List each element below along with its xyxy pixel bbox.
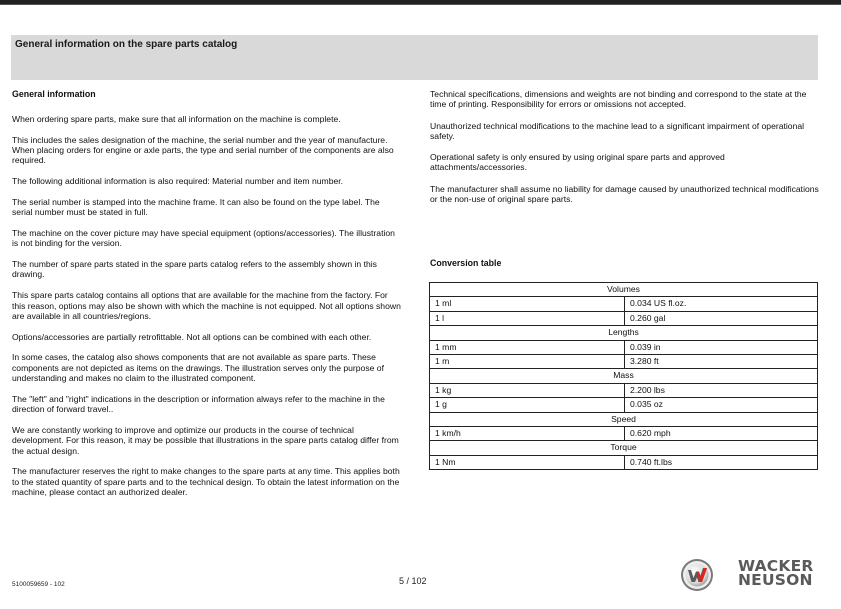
- paragraph: Unauthorized technical modifications to the machine lead to a significant impairment of operational safety.: [430, 120, 805, 141]
- logo-line-2: NEUSON: [738, 571, 813, 589]
- metric-unit-cell: 1 mm: [430, 340, 625, 354]
- imperial-unit-cell: 0.740 ft.lbs: [625, 455, 818, 469]
- conversion-row: [430, 297, 818, 311]
- paragraph: When ordering spare parts, make sure that all information on the machine is complete.: [12, 114, 341, 124]
- imperial-unit-cell: 0.035 oz: [625, 398, 818, 412]
- conversion-group-row: [430, 283, 818, 297]
- conversion-table-heading: Conversion table: [430, 258, 502, 268]
- conversion-group-label: Mass: [430, 369, 818, 383]
- paragraph: This spare parts catalog contains all options that are available for the machine from the factory. For this reason, options may also be shown with which the machine is not equipped. Not all options shown are available in all countries/regions.: [12, 290, 401, 321]
- conversion-row: [430, 383, 818, 397]
- conversion-group-label: Torque: [430, 441, 818, 455]
- right-column: [430, 89, 822, 215]
- conversion-group-label: Volumes: [430, 283, 818, 297]
- conversion-group-row: [430, 326, 818, 340]
- page-title: General information on the spare parts catalog: [15, 39, 238, 50]
- metric-unit-cell: 1 Nm: [430, 455, 625, 469]
- paragraph: The manufacturer reserves the right to make changes to the spare parts at any time. This applies both to the stated quantity of spare parts and to the technical design. To obtain the latest information on the machine, please contact an authorized dealer.: [12, 466, 400, 497]
- metric-unit-cell: 1 l: [430, 311, 625, 325]
- conversion-row: [430, 355, 818, 369]
- document-code: 5100059659 - 102: [12, 581, 65, 588]
- imperial-unit-cell: 3.280 ft: [625, 355, 818, 369]
- logo-wordmark: [738, 559, 814, 587]
- paragraph: The number of spare parts stated in the spare parts catalog refers to the assembly shown in this drawing.: [12, 259, 377, 280]
- paragraph: Options/accessories are partially retrofittable. Not all options can be combined with each other.: [12, 331, 372, 342]
- conversion-row: [430, 311, 818, 325]
- imperial-unit-cell: 0.034 US fl.oz.: [625, 297, 818, 311]
- conversion-group-label: Speed: [430, 412, 818, 426]
- paragraph: The "left" and "right" indications in the description or information always refer to the machine in the direction of forward travel..: [12, 393, 385, 415]
- metric-unit-cell: 1 km/h: [430, 427, 625, 441]
- page-number: 5 / 102: [399, 576, 427, 586]
- conversion-row: [430, 455, 818, 469]
- conversion-table: [429, 282, 818, 470]
- paragraph: Technical specifications, dimensions and weights are not binding and correspond to the state at the time of printing. Responsibility for errors or omissions not accepted.: [430, 89, 807, 110]
- conversion-group-row: [430, 412, 818, 426]
- imperial-unit-cell: 0.260 gal: [625, 311, 818, 325]
- left-column: [12, 89, 402, 508]
- conversion-group-label: Lengths: [430, 326, 818, 340]
- conversion-row: [430, 427, 818, 441]
- paragraph: This includes the sales designation of the machine, the serial number and the year of manufacture. When placing orders for engine or axle parts, the type and serial number of the components are also required.: [12, 134, 394, 166]
- conversion-row: [430, 398, 818, 412]
- window-top-bar: [0, 0, 841, 5]
- conversion-group-row: [430, 441, 818, 455]
- metric-unit-cell: 1 kg: [430, 383, 625, 397]
- section-header-band: [11, 35, 818, 80]
- wacker-neuson-logo-mark-icon: [680, 558, 714, 592]
- conversion-row: [430, 340, 818, 354]
- imperial-unit-cell: 0.620 mph: [625, 427, 818, 441]
- paragraph: In some cases, the catalog also shows components that are not available as spare parts. These components are not depicted as items on the drawings. The illustration serves only the purpose of understanding and makes no claim to the illustrated component.: [12, 352, 384, 384]
- paragraph: Operational safety is only ensured by using original spare parts and approved attachments/accessories.: [430, 152, 725, 173]
- metric-unit-cell: 1 g: [430, 398, 625, 412]
- paragraph: The manufacturer shall assume no liability for damage caused by unauthorized technical modifications or the non-use of original spare parts.: [430, 183, 819, 205]
- metric-unit-cell: 1 m: [430, 355, 625, 369]
- imperial-unit-cell: 2.200 lbs: [625, 383, 818, 397]
- metric-unit-cell: 1 ml: [430, 297, 625, 311]
- logo-line-1: WACKER: [738, 557, 814, 575]
- conversion-group-row: [430, 369, 818, 383]
- paragraph: We are constantly working to improve and optimize our products in the course of technical development. For this reason, it may be possible that illustrations in the spare parts catalog differ from the actual design.: [12, 424, 399, 456]
- wacker-neuson-logo: [680, 557, 820, 591]
- general-information-heading: General information: [12, 89, 96, 99]
- paragraph: The serial number is stamped into the machine frame. It can also be found on the type label. The serial number must be stated in full.: [12, 196, 380, 218]
- imperial-unit-cell: 0.039 in: [625, 340, 818, 354]
- paragraph: The following additional information is also required: Material number and item number.: [12, 176, 344, 187]
- paragraph: The machine on the cover picture may have special equipment (options/accessories). The illustration is not binding for the version.: [12, 228, 395, 249]
